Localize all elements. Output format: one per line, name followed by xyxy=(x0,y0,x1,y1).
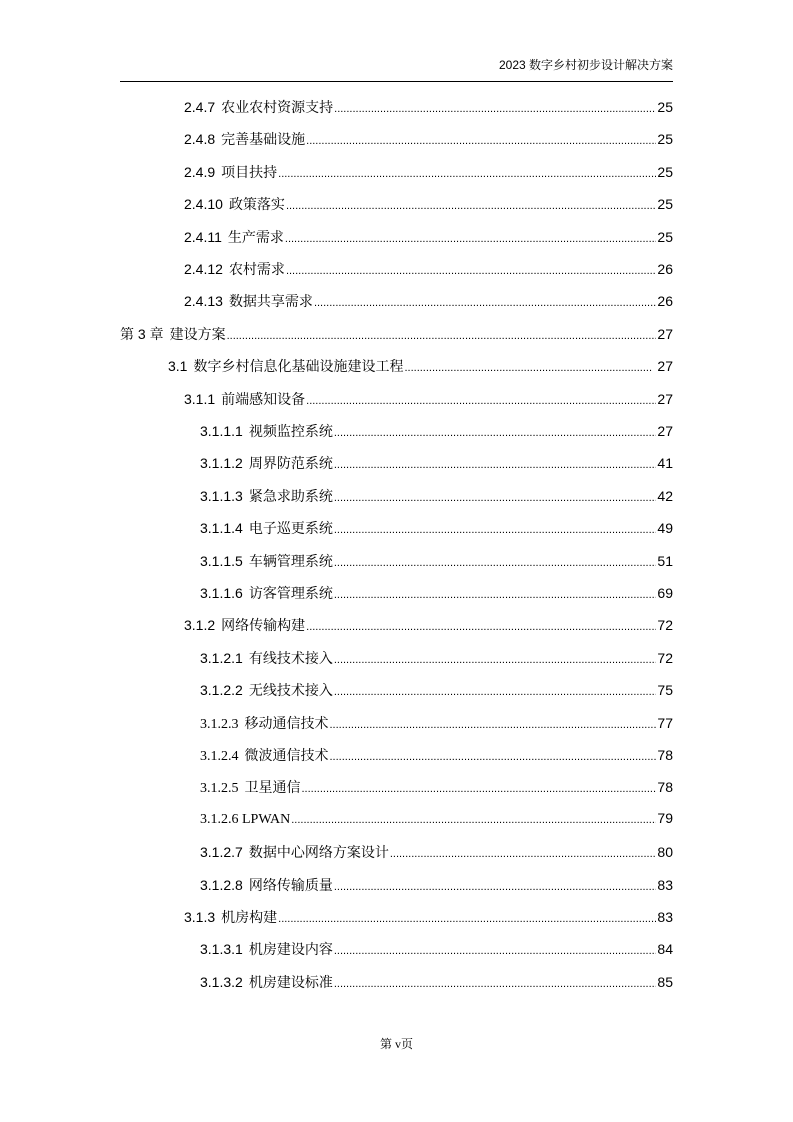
toc-entry-page: 25 xyxy=(657,196,673,213)
toc-entry-number: 3.1.2.5 xyxy=(200,781,239,797)
toc-entry-number: 3.1.3.2 xyxy=(200,973,243,990)
toc-entry-title: 有线技术接入 xyxy=(248,649,333,666)
toc-dot-leader xyxy=(334,423,657,439)
toc-entry[interactable] xyxy=(168,356,673,378)
toc-entry-page: 27 xyxy=(657,325,673,342)
toc-entry-page: 27 xyxy=(653,358,673,375)
toc-entry-title: 建设方案 xyxy=(169,325,226,342)
toc-entry-number: 3.1.2.8 xyxy=(200,876,243,893)
toc-entry-number: 3.1.2.1 xyxy=(200,649,243,666)
toc-entry-page: 72 xyxy=(657,649,673,666)
toc-entry-number: 3.1.1.6 xyxy=(200,585,243,601)
toc-entry[interactable] xyxy=(184,259,673,281)
toc-entry-number: 3.1.3 xyxy=(184,909,216,925)
toc-entry[interactable] xyxy=(200,518,673,540)
toc-entry-page: 83 xyxy=(657,909,673,925)
toc-entry-title: 微波通信技术 xyxy=(244,747,329,763)
toc-entry-number: 3.1.1.4 xyxy=(200,520,243,537)
toc-entry[interactable] xyxy=(184,291,673,313)
toc-entry-number: 3.1.1.5 xyxy=(200,552,243,569)
toc-entry-number: 2.4.12 xyxy=(184,261,223,277)
toc-entry-title: 农业农村资源支持 xyxy=(221,99,334,115)
toc-entry-title: 视频监控系统 xyxy=(248,423,333,439)
toc-dot-leader xyxy=(285,229,657,245)
toc-entry-number: 3.1.2 xyxy=(184,617,216,634)
toc-entry-page: 85 xyxy=(657,973,673,990)
toc-entry-page: 80 xyxy=(657,844,673,861)
toc-entry[interactable] xyxy=(184,97,673,119)
toc-entry[interactable] xyxy=(120,324,673,346)
toc-entry-number: 3.1.2.2 xyxy=(200,682,243,699)
toc-entry[interactable] xyxy=(184,907,673,929)
toc-entry[interactable] xyxy=(184,615,673,637)
toc-entry-number: 3.1.1.1 xyxy=(200,423,243,439)
toc-entry-title: 机房建设内容 xyxy=(248,941,333,958)
toc-dot-leader xyxy=(334,941,657,957)
toc-entry-number: 3.1.2.7 xyxy=(200,844,243,861)
toc-dot-leader xyxy=(306,617,656,633)
toc-entry[interactable] xyxy=(200,842,673,864)
toc-entry-number: 2.4.10 xyxy=(184,196,223,213)
toc-dot-leader xyxy=(404,358,652,374)
toc-entry[interactable] xyxy=(200,745,673,767)
toc-entry-page: 27 xyxy=(657,423,673,439)
toc-entry-title: 卫星通信 xyxy=(244,779,301,796)
toc-entry-title: 数据共享需求 xyxy=(228,293,313,310)
toc-entry-page: 25 xyxy=(657,99,673,115)
toc-entry-page: 83 xyxy=(657,876,673,893)
toc-entry[interactable] xyxy=(200,453,673,475)
toc-entry-page: 72 xyxy=(657,617,673,634)
toc-entry[interactable] xyxy=(200,583,673,605)
toc-entry-page: 42 xyxy=(657,487,673,504)
toc-entry[interactable] xyxy=(200,810,673,832)
toc-entry-number: 3.1.2.3 xyxy=(200,716,239,732)
toc-dot-leader xyxy=(227,326,657,342)
toc-dot-leader xyxy=(334,488,657,504)
toc-entry-number: 3.1.1.2 xyxy=(200,455,243,472)
toc-entry-page: 51 xyxy=(657,552,673,569)
toc-entry[interactable] xyxy=(200,551,673,573)
toc-dot-leader xyxy=(314,293,656,309)
toc-dot-leader xyxy=(334,585,657,601)
toc-entry-number: 3.1.2.4 xyxy=(200,749,239,764)
toc-entry[interactable] xyxy=(200,875,673,897)
toc-entry-title: 前端感知设备 xyxy=(221,390,306,407)
toc-entry[interactable] xyxy=(184,162,673,184)
toc-dot-leader xyxy=(334,553,657,569)
toc-entry-page: 77 xyxy=(657,714,673,731)
toc-entry[interactable] xyxy=(200,648,673,670)
toc-entry[interactable] xyxy=(200,939,673,961)
toc-entry-title: 数字乡村信息化基础设施建设工程 xyxy=(193,358,404,375)
toc-entry[interactable] xyxy=(184,129,673,151)
toc-dot-leader xyxy=(334,650,657,666)
toc-entry-title: 项目扶持 xyxy=(221,163,278,180)
toc-entry-number: 第 3 章 xyxy=(120,325,164,342)
toc-dot-leader xyxy=(286,196,656,212)
toc-entry-number: 3.1 xyxy=(168,358,188,375)
toc-dot-leader xyxy=(334,877,657,893)
toc-dot-leader xyxy=(278,164,656,180)
toc-entry-page: 78 xyxy=(657,779,673,796)
toc-entry-title: 网络传输质量 xyxy=(248,876,333,893)
toc-entry-title: 移动通信技术 xyxy=(244,714,329,731)
toc-dot-leader xyxy=(390,844,657,860)
toc-entry-title: 农村需求 xyxy=(228,261,285,277)
toc-entry[interactable] xyxy=(200,680,673,702)
toc-entry-number: 3.1.1.3 xyxy=(200,487,243,504)
toc-entry-title: 访客管理系统 xyxy=(248,585,333,601)
toc-entry-page: 78 xyxy=(657,747,673,763)
toc-entry-page: 25 xyxy=(657,131,673,148)
toc-entry[interactable] xyxy=(184,389,673,411)
toc-entry-title: 无线技术接入 xyxy=(248,682,333,699)
toc-entry[interactable] xyxy=(200,713,673,735)
toc-entry-number: 2.4.8 xyxy=(184,131,216,148)
toc-entry-title: 车辆管理系统 xyxy=(248,552,333,569)
toc-entry-page: 26 xyxy=(657,293,673,310)
toc-entry[interactable] xyxy=(200,777,673,799)
toc-entry-page: 49 xyxy=(657,520,673,537)
toc-entry-title: 生产需求 xyxy=(227,228,284,245)
toc-entry-title: 紧急求助系统 xyxy=(248,487,333,504)
toc-entry-number: 3.1.1 xyxy=(184,390,216,407)
toc-entry[interactable] xyxy=(200,486,673,508)
toc-dot-leader xyxy=(334,520,657,536)
toc-entry-page: 69 xyxy=(657,585,673,601)
toc-entry-title: 政策落实 xyxy=(228,196,285,213)
toc-dot-leader xyxy=(278,909,656,925)
toc-dot-leader xyxy=(334,455,657,471)
toc-entry-title: 周界防范系统 xyxy=(248,455,333,472)
toc-dot-leader xyxy=(306,131,656,147)
toc-dot-leader xyxy=(330,715,657,731)
toc-entry-title: 电子巡更系统 xyxy=(248,520,333,537)
toc-entry-page: 25 xyxy=(657,228,673,245)
toc-dot-leader xyxy=(334,682,657,698)
toc-entry-page: 26 xyxy=(657,261,673,277)
toc-entry-page: 27 xyxy=(657,390,673,407)
toc-entry-page: 25 xyxy=(657,163,673,180)
header-rule xyxy=(120,81,673,82)
running-header: 2023 数字乡村初步设计解决方案 xyxy=(498,58,673,72)
toc-dot-leader xyxy=(334,99,656,115)
toc-entry-title: 完善基础设施 xyxy=(221,131,306,148)
toc-entry[interactable] xyxy=(184,194,673,216)
toc-entry-title: 机房建设标准 xyxy=(248,973,333,990)
toc-entry-number: 3.1.3.1 xyxy=(200,941,243,958)
toc-entry-title: 网络传输构建 xyxy=(221,617,306,634)
toc-dot-leader xyxy=(291,810,656,826)
toc-entry[interactable] xyxy=(200,421,673,443)
toc-entry-page: 41 xyxy=(657,455,673,472)
toc-entry-number: 3.1.2.6 LPWAN xyxy=(200,811,291,827)
toc-entry-number: 2.4.7 xyxy=(184,99,216,115)
toc-dot-leader xyxy=(286,261,656,277)
toc-dot-leader xyxy=(334,974,657,990)
toc-entry-page: 84 xyxy=(657,941,673,958)
toc-entry-title: 机房构建 xyxy=(221,909,278,925)
toc-entry-page: 79 xyxy=(657,809,673,826)
toc-entry-number: 2.4.9 xyxy=(184,163,216,180)
toc-dot-leader xyxy=(330,747,657,763)
toc-dot-leader xyxy=(302,779,657,795)
toc-entry-number: 2.4.13 xyxy=(184,293,223,310)
toc-entry-title: 数据中心网络方案设计 xyxy=(248,844,389,861)
toc-entry[interactable] xyxy=(184,227,673,249)
toc-entry[interactable] xyxy=(200,972,673,994)
toc-dot-leader xyxy=(306,391,656,407)
toc-entry-number: 2.4.11 xyxy=(184,228,222,245)
toc-entry-page: 75 xyxy=(657,682,673,699)
page-number: 第 v页 xyxy=(379,1037,413,1051)
